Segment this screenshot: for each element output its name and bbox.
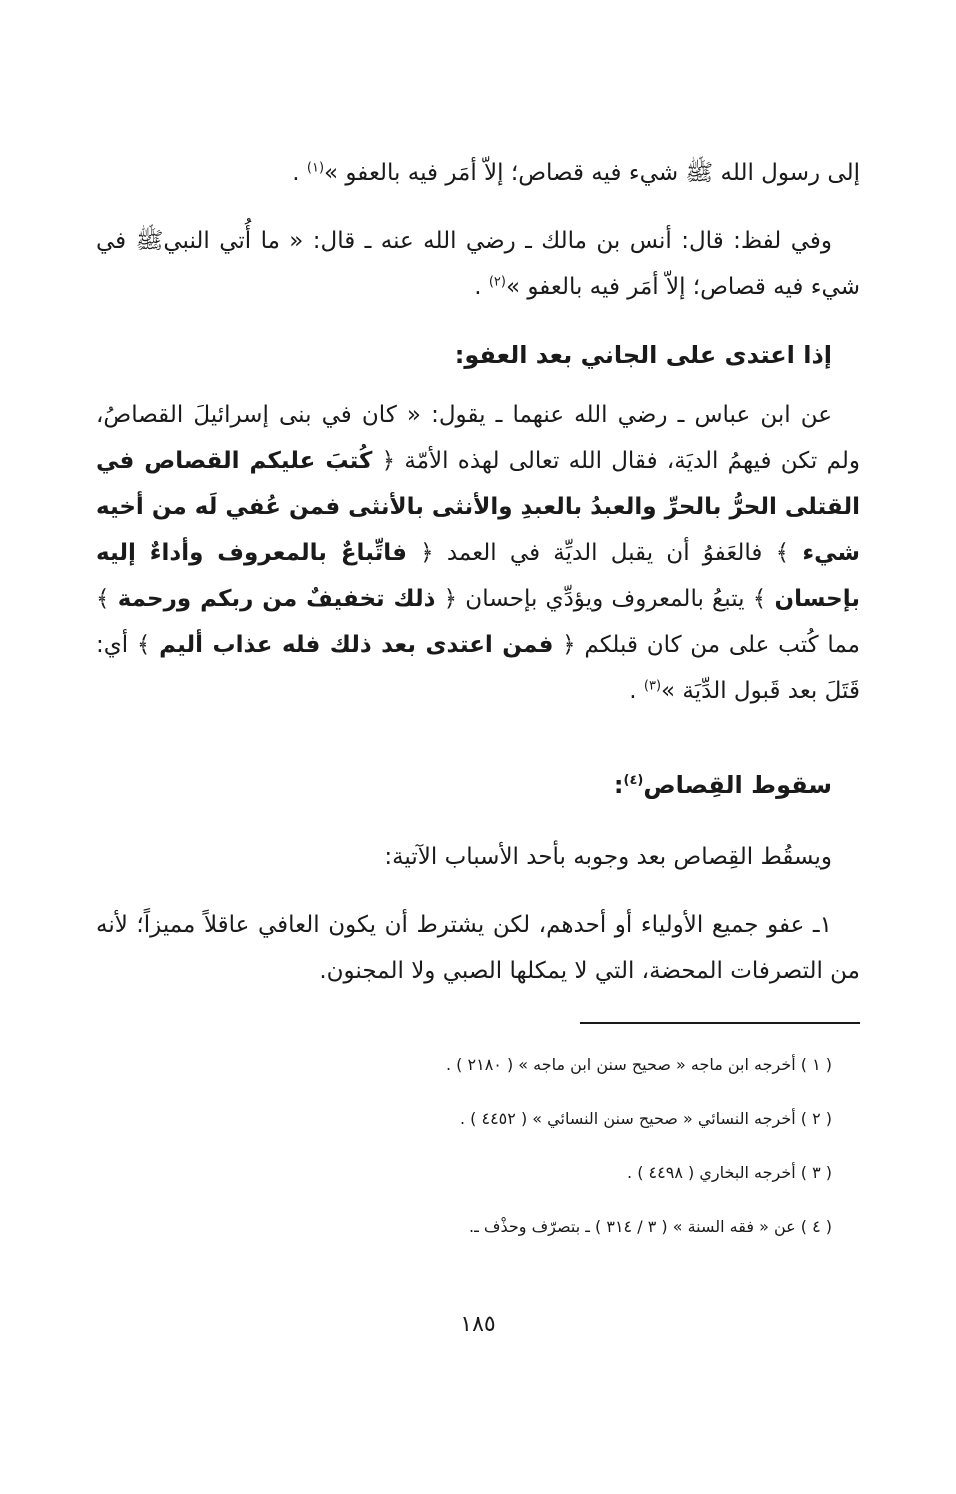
body-text-4 bbox=[96, 392, 860, 714]
quran-verse-3: ذلك تخفيفٌ من ربكم ورحمة bbox=[117, 586, 436, 612]
footnote-separator bbox=[580, 1022, 860, 1024]
footnote-2: ( ٢ ) أخرجه النسائي « صحيح سنن النسائي » ( ٤٤٥٢ ) . bbox=[459, 1109, 832, 1128]
footnote-ref-4: (٤) bbox=[623, 773, 644, 788]
paragraph-3-part-e: ﴾ أي: قَتَلَ بعد قَبول الدِّيَة » bbox=[96, 632, 860, 704]
paragraph-3-tail: . bbox=[629, 678, 644, 704]
quran-verse-4: فمن اعتدى بعد ذلك فله عذاب أليم bbox=[159, 632, 554, 658]
footnote-ref-2: (٢) bbox=[488, 274, 506, 290]
footnote-1: ( ١ ) أخرجه ابن ماجه « صحيح سنن ابن ماجه » ( ٢١٨٠ ) . bbox=[446, 1055, 832, 1074]
quran-verse-2: فاتِّباعٌ بالمعروف وأداءٌ إليه بإحسان bbox=[96, 540, 861, 612]
section-heading-2 bbox=[96, 762, 860, 808]
paragraph-3-part-d: ﴾ مما كُتب على من كان قبلكم ﴿ bbox=[96, 586, 860, 658]
paragraph-3 bbox=[96, 392, 860, 714]
quran-verse-1: كُتبَ عليكم القصاص في القتلى الحرُّ بالحرِّ والعبدُ بالعبدِ والأنثى بالأنثى فمن عُفي لَه من أخيه شيء bbox=[96, 448, 860, 566]
page-number: ١٨٥ bbox=[460, 1312, 496, 1337]
footnote-4: ( ٤ ) عن « فقه السنة » ( ٣ / ٣١٤ ) ـ بتصرّف وحذْف ـ. bbox=[469, 1217, 832, 1236]
section-heading-1: إذا اعتدى على الجاني بعد العفو: bbox=[454, 341, 832, 369]
footnote-3: ( ٣ ) أخرجه البخاري ( ٤٤٩٨ ) . bbox=[627, 1163, 832, 1182]
paragraph-3-part-a: عن ابن عباس ـ رضي الله عنهما ـ يقول: « كان في بنى إسرائيلَ القصاصُ، ولم تكن فيهمُ الديَة، فقال الله تعالى لهذه الأمّة ﴿ bbox=[96, 402, 860, 474]
paragraph-5: ١ـ عفو جميع الأولياء أو أحدهم، لكن يشترط أن يكون العافي عاقلاً مميزاً؛ لأنه من التصرفات المحضة، التي لا يمكلها الصبي ولا المجنون. bbox=[96, 912, 860, 984]
body-text-6 bbox=[96, 834, 860, 880]
section-heading-2-tail: : bbox=[613, 771, 624, 799]
paragraph-1-tail: . bbox=[292, 160, 307, 186]
paragraph-2-text: وفي لفظ: قال: أنس بن مالك ـ رضي الله عنه ـ قال: « ما أُتي النبيﷺ في شيء فيه قصاص؛ إلاّ أمَر فيه بالعفو » bbox=[96, 228, 860, 300]
paragraph-2-tail: . bbox=[474, 274, 489, 300]
paragraph-3-part-c: ﴾ يتبعُ بالمعروف ويؤدِّي بإحسان ﴿ bbox=[435, 586, 775, 612]
body-text-3 bbox=[96, 332, 860, 378]
body-text-7 bbox=[96, 902, 860, 994]
body-text-5 bbox=[96, 762, 860, 808]
body-text-1 bbox=[96, 150, 860, 196]
footnote-ref-3: (٣) bbox=[643, 678, 662, 694]
paragraph-1-text: إلى رسول الله ﷺ شيء فيه قصاص؛ إلاّ أمَر فيه بالعفو » bbox=[324, 160, 860, 186]
footnotes bbox=[112, 1038, 832, 1254]
footnote-ref-1: (١) bbox=[306, 160, 325, 176]
paragraph-4: ويسقُط القِصاص بعد وجوبه بأحد الأسباب الآتية: bbox=[384, 844, 832, 870]
paragraph-2 bbox=[96, 218, 860, 310]
paragraph-1 bbox=[96, 150, 860, 196]
section-heading-2-text: سقوط القِصاص bbox=[643, 771, 832, 799]
body-text-2 bbox=[96, 218, 860, 310]
paragraph-3-part-b: ﴾ فالعَفوُ أن يقبل الديِّة في العمد ﴿ bbox=[406, 540, 803, 566]
